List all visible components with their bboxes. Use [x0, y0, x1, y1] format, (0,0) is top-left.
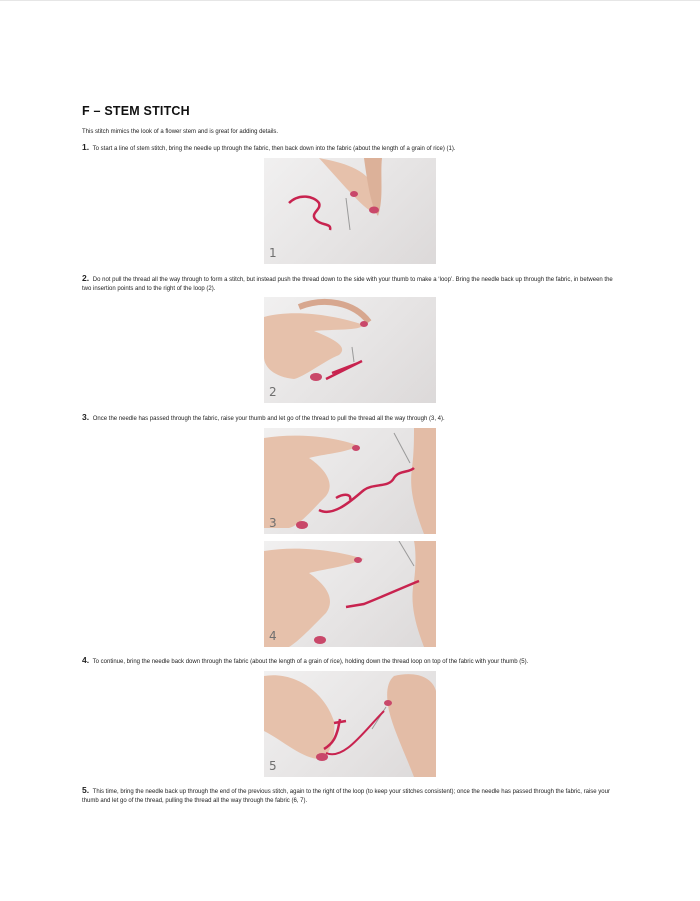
photo-4-illustration — [264, 541, 436, 647]
photo-label: 3 — [269, 516, 277, 530]
photo-5 — [264, 671, 436, 777]
photo-label: 2 — [269, 385, 277, 399]
photo-3 — [264, 428, 436, 534]
intro-text: This stitch mimics the look of a flower stem and is great for adding details. — [82, 129, 279, 135]
photo-label: 4 — [269, 629, 277, 643]
step-text: Do not pull the thread all the way through to form a stitch, but instead push the thread down to the side with your thumb to make a ‘loop’. Bring the needle back up through the fabric, in between the two insertion points and to the right of the loop (2). — [82, 277, 613, 292]
step-number: 2. — [82, 273, 90, 283]
step-1 — [82, 143, 622, 154]
step-text: To start a line of stem stitch, bring the needle up through the fabric, then back down into the fabric (about the length of a grain of rice) (1). — [92, 146, 456, 152]
step-2 — [82, 274, 622, 294]
step-5 — [82, 786, 622, 806]
step-3 — [82, 413, 622, 424]
photo-2-illustration — [264, 297, 436, 403]
step-4 — [82, 656, 622, 667]
step-text: To continue, bring the needle back down through the fabric (about the length of a grain of rice), holding down the thread loop on top of the fabric with your thumb (5). — [92, 659, 529, 665]
photo-label: 5 — [269, 759, 277, 773]
step-number: 5. — [82, 785, 90, 795]
photo-3-illustration — [264, 428, 436, 534]
photo-2 — [264, 297, 436, 403]
step-number: 1. — [82, 142, 90, 152]
photo-label: 1 — [269, 246, 277, 260]
page-top-border — [0, 0, 700, 1]
section-title: F – STEM STITCH — [82, 104, 190, 118]
step-text: This time, bring the needle back up through the end of the previous stitch, again to the right of the loop (to keep your stitches consistent); once the needle has passed through the fabric, raise your thumb and let go of the thread, pulling the thread all the way through the fabric (6, 7). — [82, 789, 610, 804]
step-number: 3. — [82, 412, 90, 422]
photo-4 — [264, 541, 436, 647]
photo-5-illustration — [264, 671, 436, 777]
step-number: 4. — [82, 655, 90, 665]
photo-1-illustration — [264, 158, 436, 264]
step-text: Once the needle has passed through the fabric, raise your thumb and let go of the thread to pull the thread all the way through (3, 4). — [92, 416, 445, 422]
photo-1 — [264, 158, 436, 264]
